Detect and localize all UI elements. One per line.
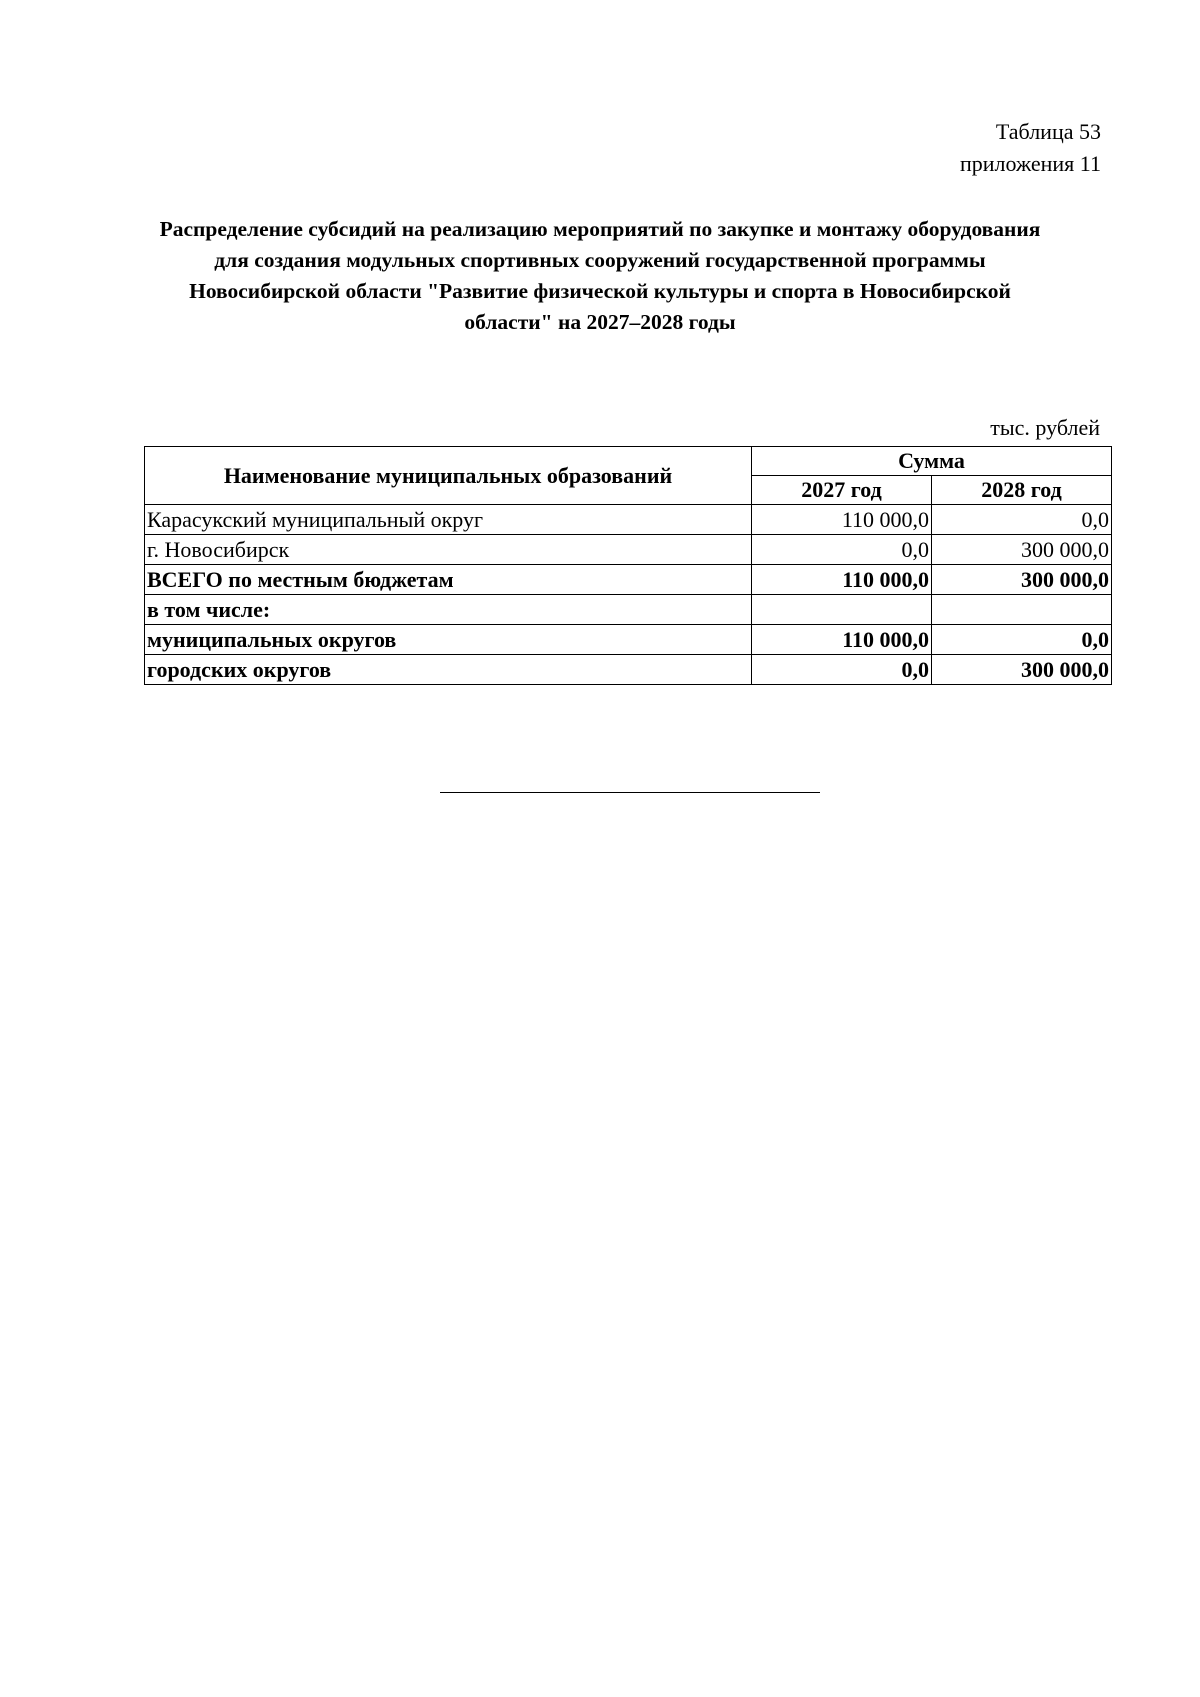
row-name: в том числе: xyxy=(145,595,752,625)
table-number: Таблица 53 xyxy=(995,119,1101,144)
row-name: г. Новосибирск xyxy=(145,535,752,565)
table-row-subheader xyxy=(145,595,1112,625)
row-value-2027 xyxy=(752,595,932,625)
row-value-2028: 300 000,0 xyxy=(932,655,1112,685)
column-header-2027: 2027 год xyxy=(752,476,932,505)
end-divider xyxy=(440,792,820,793)
column-header-name: Наименование муниципальных образований xyxy=(145,447,752,505)
row-value-2028: 0,0 xyxy=(932,625,1112,655)
subsidy-table xyxy=(144,446,1112,685)
row-value-2028: 300 000,0 xyxy=(932,535,1112,565)
row-value-2027: 110 000,0 xyxy=(752,505,932,535)
document-title: Распределение субсидий на реализацию мероприятий по закупке и монтажу оборудования для создания модульных спортивных сооружений государственной программы Новосибирской области "Развитие физической культуры и спорта в Новосибирской области" на 2027–2028 годы xyxy=(159,217,1041,334)
row-name: ВСЕГО по местным бюджетам xyxy=(145,565,752,595)
row-value-2027: 0,0 xyxy=(752,535,932,565)
row-name: Карасукский муниципальный округ xyxy=(145,505,752,535)
row-name: муниципальных округов xyxy=(145,625,752,655)
table-row-subtotal xyxy=(145,655,1112,685)
header-row xyxy=(145,447,1112,476)
table-row xyxy=(145,505,1112,535)
row-value-2027: 110 000,0 xyxy=(752,625,932,655)
units-label: тыс. рублей xyxy=(990,415,1100,440)
row-name: городских округов xyxy=(145,655,752,685)
appendix-reference: приложения 11 xyxy=(959,151,1101,176)
table-row-total xyxy=(145,565,1112,595)
column-header-sum: Сумма xyxy=(752,447,1112,476)
row-value-2028 xyxy=(932,595,1112,625)
row-value-2028: 0,0 xyxy=(932,505,1112,535)
row-value-2028: 300 000,0 xyxy=(932,565,1112,595)
table-row-subtotal xyxy=(145,625,1112,655)
row-value-2027: 110 000,0 xyxy=(752,565,932,595)
column-header-2028: 2028 год xyxy=(932,476,1112,505)
table-reference xyxy=(960,116,1101,180)
table-row xyxy=(145,535,1112,565)
row-value-2027: 0,0 xyxy=(752,655,932,685)
